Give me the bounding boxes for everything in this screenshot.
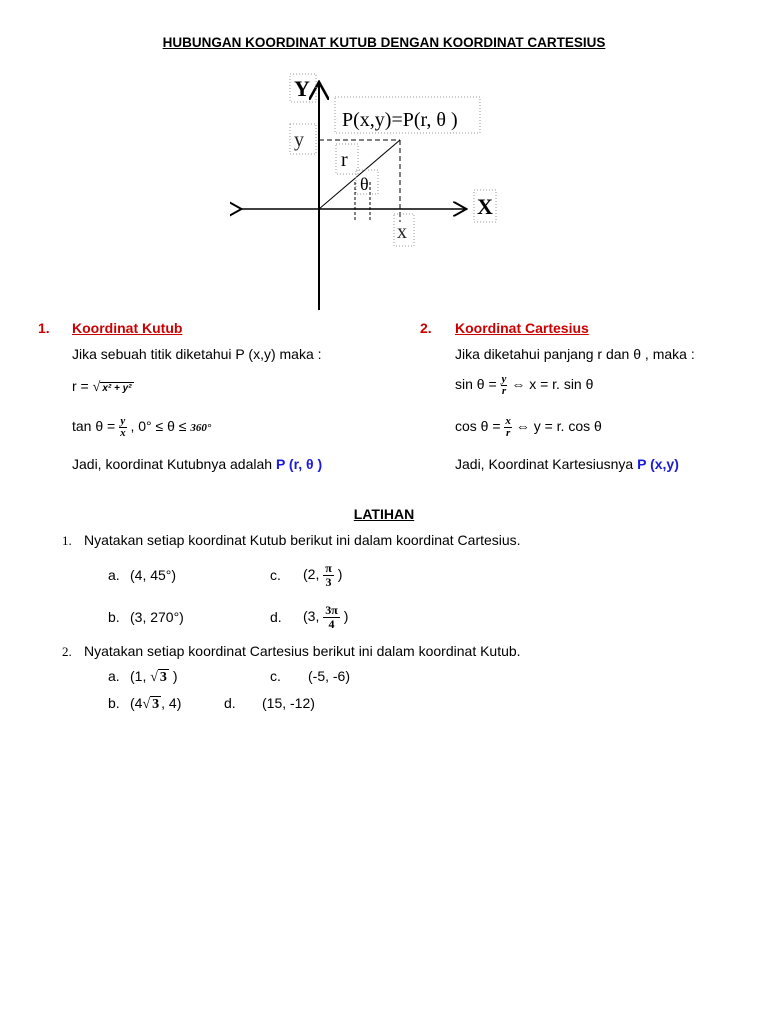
q2-c-value: (-5, -6) bbox=[308, 668, 350, 684]
q1-b-label: b. bbox=[108, 609, 120, 625]
section2-result-text: Jadi, Koordinat Kartesiusnya bbox=[455, 456, 638, 472]
r-formula bbox=[72, 378, 134, 396]
latihan-heading: LATIHAN bbox=[353, 506, 415, 522]
q2-d-value: (15, -12) bbox=[262, 695, 315, 711]
q2-b-label: b. bbox=[108, 695, 120, 711]
page-title: HUBUNGAN KOORDINAT KUTUB DENGAN KOORDINAT CARTESIUS bbox=[162, 35, 606, 50]
x-axis-label: X bbox=[477, 194, 493, 219]
cos-rhs: ⇔ y = r. cos θ bbox=[515, 418, 602, 435]
point-label: P(x,y)=P(r, θ ) bbox=[342, 109, 458, 131]
tan-range-end: 360° bbox=[190, 422, 212, 435]
q1-a-label: a. bbox=[108, 567, 120, 583]
r-sqrt: x² + y² bbox=[102, 383, 132, 394]
q2-c-label: c. bbox=[270, 668, 281, 684]
x-value-label: x bbox=[397, 221, 407, 243]
q1-a-value: (4, 45°) bbox=[130, 567, 177, 583]
q2-a-label: a. bbox=[108, 668, 120, 684]
sin-formula bbox=[455, 374, 593, 397]
q2-d-label: d. bbox=[224, 695, 236, 711]
theta-label: θ bbox=[360, 174, 369, 194]
y-axis-label: Y bbox=[294, 76, 310, 101]
r-lhs: r = bbox=[72, 378, 89, 394]
tan-fraction: $\frac{y}{x}$ bbox=[120, 415, 126, 439]
section1-result-point: P (r, θ ) bbox=[275, 456, 323, 472]
q1-text: Nyatakan setiap koordinat Kutub berikut ini dalam koordinat Cartesius. bbox=[84, 532, 521, 548]
q1-d-label: d. bbox=[270, 609, 282, 625]
y-value-label: y bbox=[294, 129, 304, 151]
q2-b-value: (4√ 3 , 4) bbox=[130, 695, 182, 712]
q1-number: 1. bbox=[62, 533, 72, 548]
q2-number: 2. bbox=[62, 644, 72, 659]
q2-text: Nyatakan setiap koordinat Cartesius berikut ini dalam koordinat Kutub. bbox=[84, 643, 521, 659]
section1-heading: Koordinat Kutub bbox=[72, 320, 183, 336]
cos-formula bbox=[455, 416, 602, 439]
section1-result bbox=[72, 456, 322, 472]
section2-number: 2. bbox=[420, 320, 432, 336]
section2-result bbox=[455, 456, 679, 472]
q1-c-label: c. bbox=[270, 567, 281, 583]
section1-number: 1. bbox=[38, 320, 50, 336]
r-label: r bbox=[341, 149, 348, 171]
section2-intro: Jika diketahui panjang r dan θ , maka : bbox=[455, 346, 695, 362]
section1-result-text: Jadi, koordinat Kutubnya adalah bbox=[72, 456, 276, 472]
sqrt-icon: √ bbox=[142, 697, 151, 712]
sin-lhs: sin θ = bbox=[455, 376, 497, 393]
section2-heading: Koordinat Cartesius bbox=[455, 320, 589, 336]
tan-range: , 0° ≤ θ ≤ bbox=[130, 418, 191, 435]
cos-fraction: $\frac{x}{r}$ bbox=[505, 415, 511, 439]
tan-formula bbox=[72, 416, 211, 439]
coordinate-diagram bbox=[230, 62, 510, 314]
sqrt-icon: √ bbox=[92, 380, 101, 395]
q1-c-value: (2, $\frac{\pi}{3}$ ) bbox=[303, 560, 343, 589]
q1-d-value: (3, $\frac{3\pi}{4}$ ) bbox=[303, 602, 349, 631]
sqrt-icon: √ bbox=[150, 670, 158, 685]
cos-lhs: cos θ = bbox=[455, 418, 501, 435]
sin-rhs: ⇔ x = r. sin θ bbox=[511, 376, 594, 393]
q1-c-fraction: $\frac{\pi}{3}$ bbox=[325, 560, 332, 589]
q2-a-value: (1, √ 3 ) bbox=[130, 668, 178, 685]
q1-b-value: (3, 270°) bbox=[130, 609, 184, 625]
q1-d-fraction: $\frac{3\pi}{4}$ bbox=[325, 602, 338, 631]
section2-result-point: P (x,y) bbox=[637, 456, 679, 472]
sin-fraction: $\frac{y}{r}$ bbox=[501, 373, 507, 397]
section1-intro: Jika sebuah titik diketahui P (x,y) maka : bbox=[72, 346, 322, 362]
tan-lhs: tan θ = bbox=[72, 418, 116, 435]
